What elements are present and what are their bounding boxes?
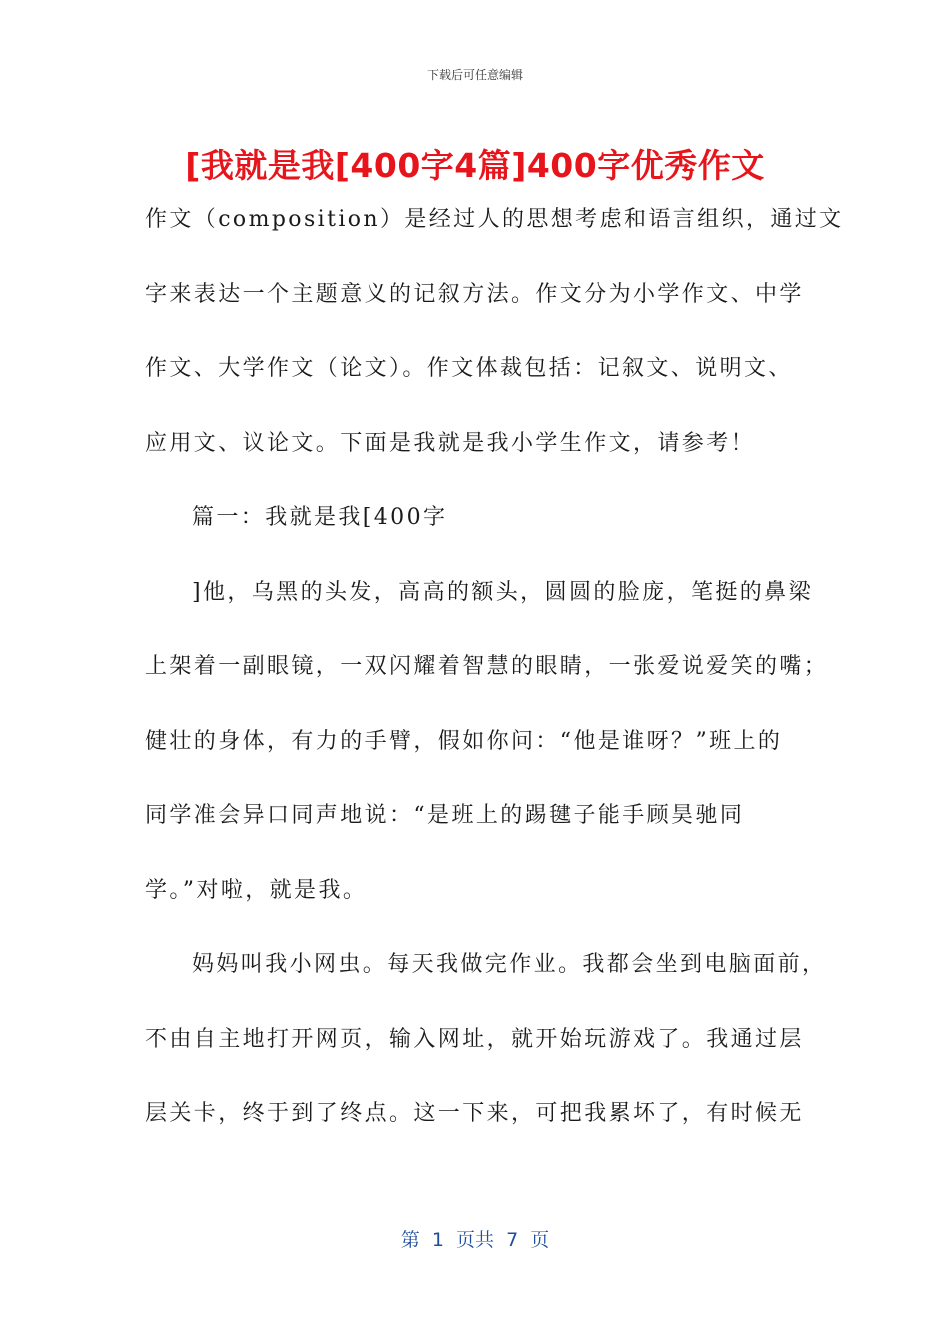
page-number-footer: 第 1 页共 7 页 — [400, 1229, 550, 1251]
body-line: 健壮的身体，有力的手臂，假如你问：“他是谁呀？”班上的 — [145, 729, 783, 754]
body-line: 同学准会异口同声地说：“是班上的踢毽子能手顾昊驰同 — [145, 803, 745, 828]
section-heading: 篇一：我就是我[400字 — [192, 505, 448, 530]
body-line: 字来表达一个主题意义的记叙方法。作文分为小学作文、中学 — [145, 282, 804, 307]
body-line: 妈妈叫我小网虫。每天我做完作业。我都会坐到电脑面前， — [192, 952, 827, 977]
body-line: 上架着一副眼镜，一双闪耀着智慧的眼睛，一张爱说爱笑的嘴； — [145, 654, 829, 679]
body-line: ]他，乌黑的头发，高高的额头，圆圆的脸庞，笔挺的鼻梁 — [192, 580, 813, 605]
body-line: 学。”对啦，就是我。 — [145, 878, 368, 903]
document-title: [我就是我[400字4篇]400字优秀作文 — [185, 146, 765, 185]
body-line: 应用文、议论文。下面是我就是我小学生作文，请参考！ — [145, 431, 756, 456]
body-line: 不由自主地打开网页，输入网址，就开始玩游戏了。我通过层 — [145, 1027, 804, 1052]
body-line: 层关卡，终于到了终点。这一下来，可把我累坏了，有时候无 — [145, 1101, 804, 1126]
page-header-note: 下载后可任意编辑 — [426, 68, 523, 82]
body-line: 作文（composition）是经过人的思想考虑和语言组织，通过文 — [145, 207, 844, 232]
body-line: 作文、大学作文（论文）。作文体裁包括：记叙文、说明文、 — [145, 356, 793, 381]
